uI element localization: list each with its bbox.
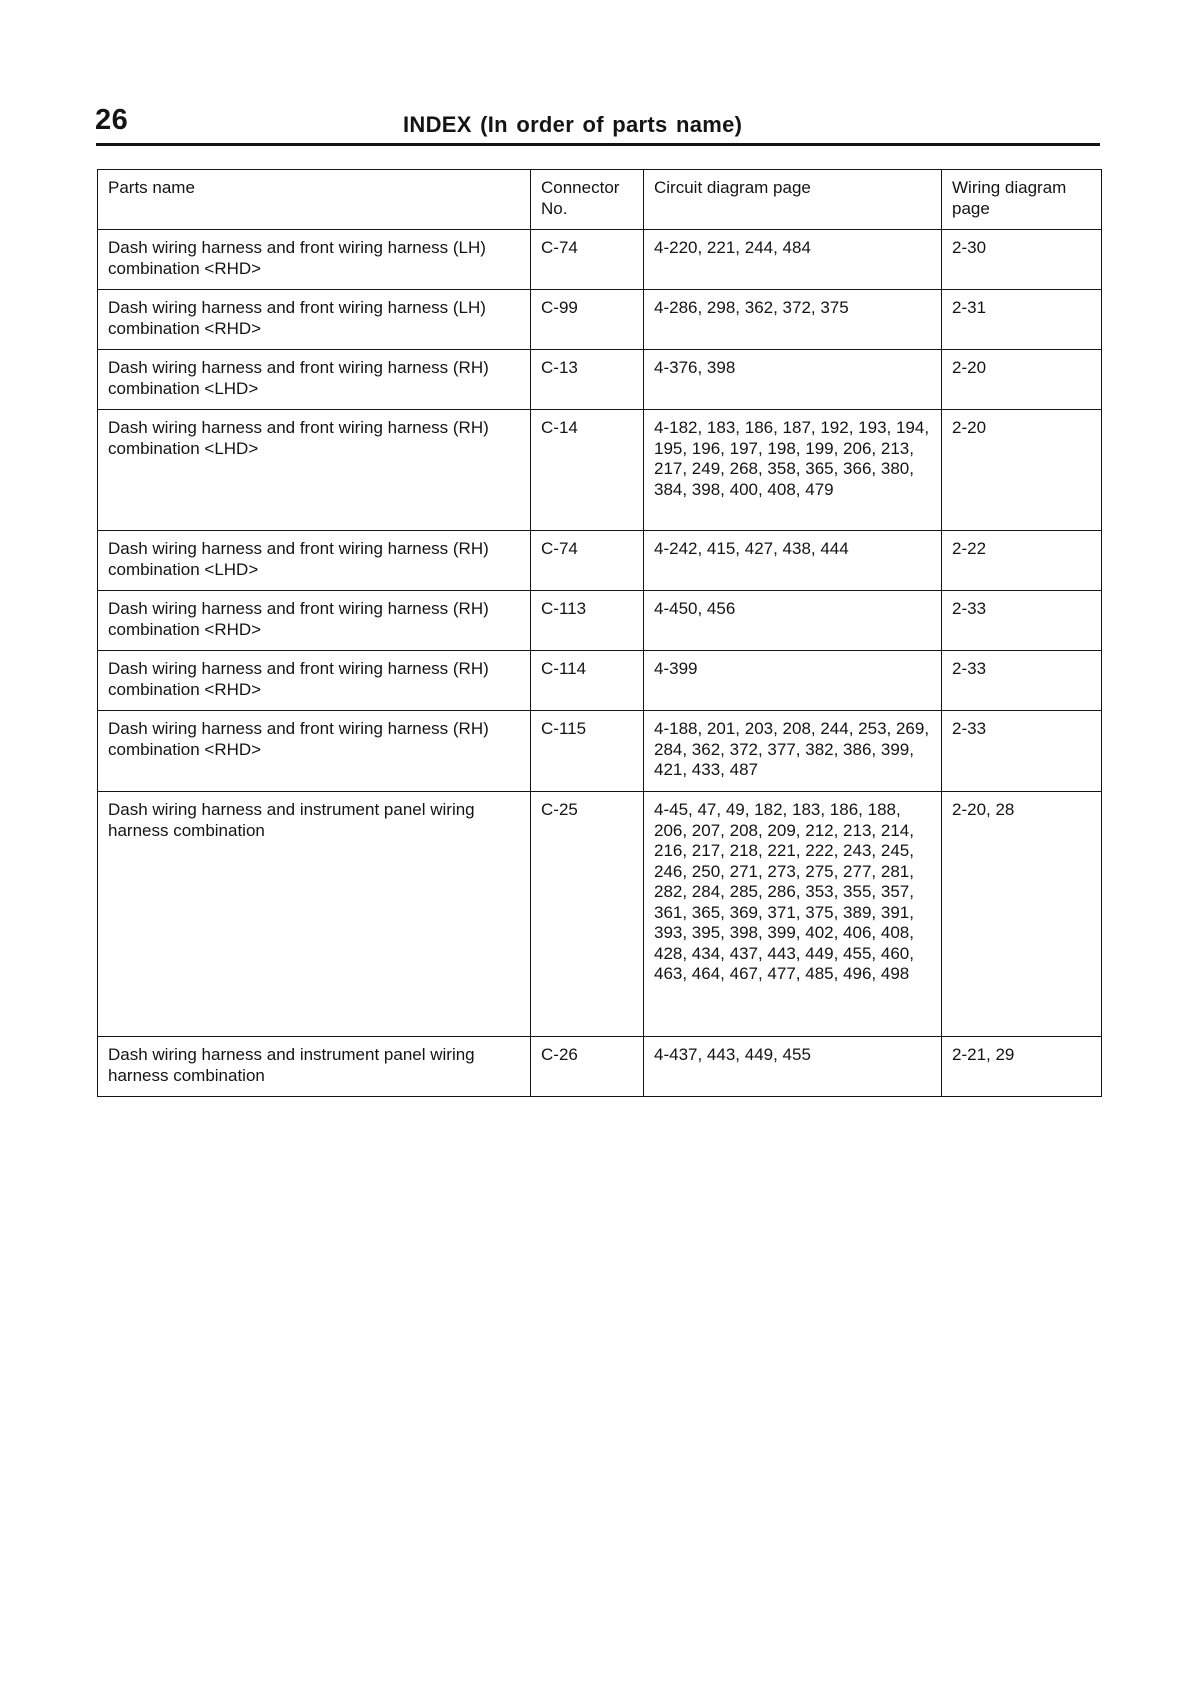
wiring-diagram-page-cell: 2-30	[942, 230, 1102, 290]
circuit-diagram-page-cell: 4-242, 415, 427, 438, 444	[644, 531, 942, 591]
page-title: INDEX (In order of parts name)	[403, 112, 743, 137]
column-header-connector-no: Connector No.	[531, 170, 644, 230]
wiring-diagram-page-cell: 2-33	[942, 711, 1102, 792]
column-header-wiring-diagram-page: Wiring diagram page	[942, 170, 1102, 230]
parts-name-cell: Dash wiring harness and front wiring harness (RH) combination <LHD>	[98, 350, 531, 410]
column-header-circuit-diagram-page: Circuit diagram page	[644, 170, 942, 230]
connector-no-cell: C-113	[531, 591, 644, 651]
circuit-diagram-page-cell: 4-188, 201, 203, 208, 244, 253, 269, 284, 362, 372, 377, 382, 386, 399, 421, 433, 487	[644, 711, 942, 792]
wiring-diagram-page-cell: 2-33	[942, 591, 1102, 651]
table-row	[98, 350, 1102, 410]
connector-no-cell: C-74	[531, 531, 644, 591]
connector-no-cell: C-115	[531, 711, 644, 792]
connector-no-cell: C-74	[531, 230, 644, 290]
circuit-diagram-page-cell: 4-182, 183, 186, 187, 192, 193, 194, 195, 196, 197, 198, 199, 206, 213, 217, 249, 268, 358, 365, 366, 380, 384, 398, 400, 408, 479	[644, 410, 942, 531]
connector-no-cell: C-26	[531, 1037, 644, 1097]
circuit-diagram-page-cell: 4-399	[644, 651, 942, 711]
wiring-diagram-page-cell: 2-20, 28	[942, 792, 1102, 1037]
wiring-diagram-page-cell: 2-33	[942, 651, 1102, 711]
wiring-diagram-page-cell: 2-21, 29	[942, 1037, 1102, 1097]
circuit-diagram-page-cell: 4-376, 398	[644, 350, 942, 410]
circuit-diagram-page-cell: 4-450, 456	[644, 591, 942, 651]
wiring-diagram-page-cell: 2-20	[942, 350, 1102, 410]
table-row	[98, 792, 1102, 1037]
parts-name-cell: Dash wiring harness and front wiring harness (RH) combination <LHD>	[98, 410, 531, 531]
table-row	[98, 651, 1102, 711]
table-row	[98, 410, 1102, 531]
parts-name-cell: Dash wiring harness and front wiring harness (RH) combination <RHD>	[98, 591, 531, 651]
parts-name-cell: Dash wiring harness and instrument panel wiring harness combination	[98, 792, 531, 1037]
table-header-row	[98, 170, 1102, 230]
table-row	[98, 1037, 1102, 1097]
circuit-diagram-page-cell: 4-220, 221, 244, 484	[644, 230, 942, 290]
wiring-diagram-page-cell: 2-20	[942, 410, 1102, 531]
index-table	[97, 169, 1102, 1097]
circuit-diagram-page-cell: 4-286, 298, 362, 372, 375	[644, 290, 942, 350]
circuit-diagram-page-cell: 4-437, 443, 449, 455	[644, 1037, 942, 1097]
column-header-parts-name: Parts name	[98, 170, 531, 230]
table-row	[98, 591, 1102, 651]
parts-name-cell: Dash wiring harness and front wiring harness (RH) combination <RHD>	[98, 711, 531, 792]
connector-no-cell: C-25	[531, 792, 644, 1037]
table-row	[98, 230, 1102, 290]
table-row	[98, 711, 1102, 792]
connector-no-cell: C-14	[531, 410, 644, 531]
connector-no-cell: C-13	[531, 350, 644, 410]
wiring-diagram-page-cell: 2-31	[942, 290, 1102, 350]
table-row	[98, 290, 1102, 350]
parts-name-cell: Dash wiring harness and front wiring harness (RH) combination <RHD>	[98, 651, 531, 711]
wiring-diagram-page-cell: 2-22	[942, 531, 1102, 591]
circuit-diagram-page-cell: 4-45, 47, 49, 182, 183, 186, 188, 206, 207, 208, 209, 212, 213, 214, 216, 217, 218, 221, 222, 243, 245, 246, 250, 271, 273, 275, 277, 281, 282, 284, 285, 286, 353, 355, 357, 361, 365, 369, 371, 375, 389, 391, 393, 395, 398, 399, 402, 406, 408, 428, 434, 437, 443, 449, 455, 460, 463, 464, 467, 477, 485, 496, 498	[644, 792, 942, 1037]
parts-name-cell: Dash wiring harness and front wiring harness (LH) combination <RHD>	[98, 230, 531, 290]
connector-no-cell: C-99	[531, 290, 644, 350]
table-row	[98, 531, 1102, 591]
page-number: 26	[95, 104, 129, 136]
parts-name-cell: Dash wiring harness and instrument panel wiring harness combination	[98, 1037, 531, 1097]
connector-no-cell: C-114	[531, 651, 644, 711]
parts-name-cell: Dash wiring harness and front wiring harness (LH) combination <RHD>	[98, 290, 531, 350]
header-rule	[96, 143, 1100, 146]
parts-name-cell: Dash wiring harness and front wiring harness (RH) combination <LHD>	[98, 531, 531, 591]
